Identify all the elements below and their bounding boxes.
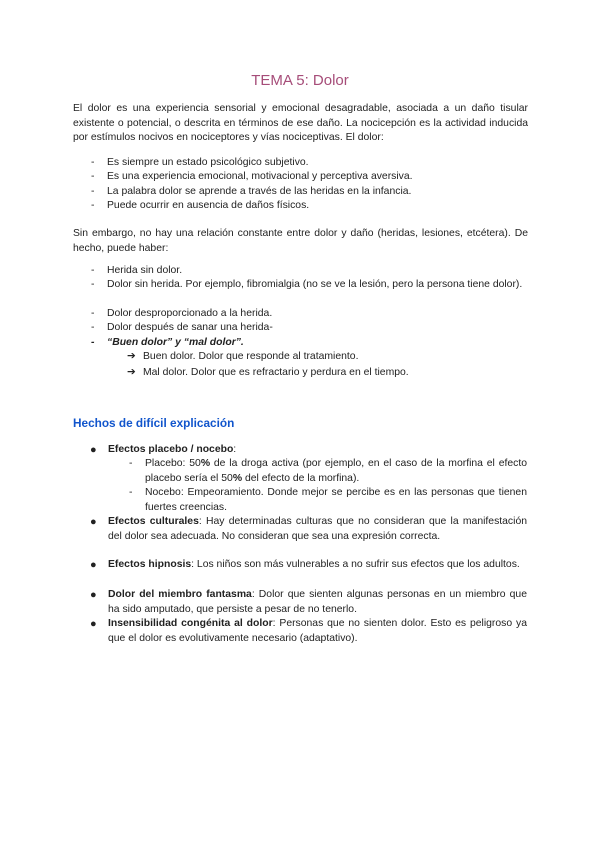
relation-paragraph: Sin embargo, no hay una relación constante entre dolor y daño (heridas, lesiones, etcétera). De hecho, puede haber: [73,228,528,254]
fact-label: Efectos placebo / nocebo [108,444,234,455]
bullet-icon: ● [90,618,97,630]
fact-text: : Los niños son más vulnerables a no sufrir sus efectos que los adultos. [191,559,520,570]
page-title: TEMA 5: Dolor [251,72,349,89]
list-item: Puede ocurrir en ausencia de daños físicos. [107,200,310,211]
list-dash: - [91,308,95,319]
list-item: Dolor después de sanar una herida- [107,322,273,333]
fact-placebo [108,443,527,458]
text-part-bold: % [232,472,243,484]
good-bad-label: “Buen dolor” y “mal dolor”. [107,337,244,348]
bullet-icon: ● [90,444,97,456]
fact-insensibilidad [108,617,527,646]
arrow-icon: ➔ [127,351,136,362]
list-dash: - [129,487,133,498]
fact-cultural [108,515,527,544]
list-dash: - [91,200,95,211]
list-item: Es siempre un estado psicológico subjetivo. [107,157,309,168]
fact-fantasma [108,588,527,617]
fact-suffix: : [233,444,237,455]
fact-label: Insensibilidad congénita al dolor [108,618,273,629]
fact-label: Dolor del miembro fantasma [108,589,252,600]
list-dash: - [91,322,95,333]
fact-text: : Hay determinadas culturas que no consideran que la manifestación del dolor sea adecuada. No consideran que sea una expresión correcta. [108,516,527,542]
list-dash: - [91,337,95,348]
bullet-icon: ● [90,589,97,601]
nocebo-item: Nocebo: Empeoramiento. Donde mejor se percibe es en las personas que tienen fuertes creencias. [145,487,527,513]
fact-hipnosis [108,558,527,573]
intro-paragraph: El dolor es una experiencia sensorial y emocional desagradable, asociada a un daño tisular existente o potencial, o descrita en términos de ese daño. La nocicepción es la actividad inducida por estímulos nocivos en nociceptores y vías nociceptivas. El dolor: [73,103,528,143]
bullet-icon: ● [90,516,97,528]
text-part: de la droga activa (por ejemplo, en el caso de la morfina el efecto placebo sería el 50 [145,458,527,484]
text-part-bold: % [200,458,211,469]
list-dash: - [91,157,95,168]
list-item: Dolor desproporcionado a la herida. [107,308,273,319]
fact-label: Efectos culturales [108,516,199,527]
list-item: Herida sin dolor. [107,265,183,276]
list-dash: - [91,171,95,182]
bullet-icon: ● [90,559,97,571]
good-pain-item: Buen dolor. Dolor que responde al tratamiento. [143,351,359,362]
list-dash: - [91,279,95,290]
list-item: Dolor sin herida. Por ejemplo, fibromialgia (no se ve la lesión, pero la persona tiene dolor). [107,279,523,290]
section-heading: Hechos de difícil explicación [73,416,235,430]
list-item: La palabra dolor se aprende a través de las heridas en la infancia. [107,186,412,197]
fact-label: Efectos hipnosis [108,559,192,570]
list-dash: - [91,186,95,197]
arrow-icon: ➔ [127,367,136,378]
fact-text: : Dolor que sienten algunas personas en un miembro que ha sido amputado, que persiste a pesar de no tenerlo. [108,589,527,615]
fact-text: : Personas que no sienten dolor. Esto es peligroso ya que el dolor es evolutivamente necesario (adaptativo). [108,618,527,644]
placebo-item [145,457,527,486]
list-dash: - [91,265,95,276]
text-part: del efecto de la morfina). [242,472,360,484]
list-item: Es una experiencia emocional, motivacional y perceptiva aversiva. [107,171,413,182]
text-part: Placebo: 50 [145,458,201,469]
list-dash: - [129,458,133,469]
bad-pain-item: Mal dolor. Dolor que es refractario y perdura en el tiempo. [143,367,409,378]
